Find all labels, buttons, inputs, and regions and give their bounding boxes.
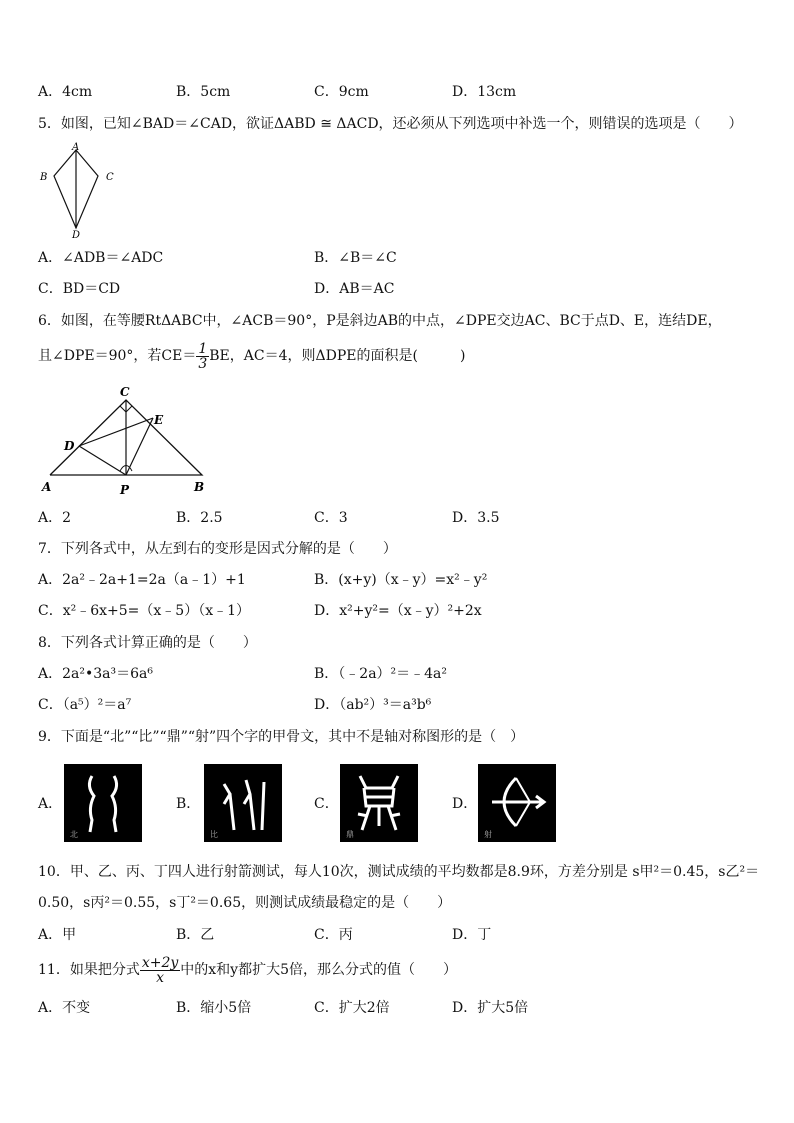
q5-label-b: B: [40, 172, 48, 183]
q5-option-a: A．∠ADB＝∠ADC: [38, 250, 164, 266]
q8-option-b: B．（﹣2a）²＝﹣4a²: [314, 666, 448, 682]
q8-option-c: C．（a⁵）²＝a⁷: [38, 697, 132, 713]
q9-caption-she: 射: [484, 830, 492, 839]
q9-glyph-she-image: [478, 764, 556, 842]
q4-option-c: C．9cm: [314, 84, 369, 100]
q4-option-a: A．4cm: [38, 84, 93, 100]
q11-option-d: D．扩大5倍: [452, 1000, 529, 1016]
q11-option-b: B．缩小5倍: [176, 1000, 252, 1016]
q6-label-a: A: [42, 480, 52, 494]
q11-option-a: A．不变: [38, 1000, 91, 1016]
q6-label-c: C: [120, 385, 130, 399]
q7-stem: 7．下列各式中，从左到右的变形是因式分解的是（ ）: [38, 541, 397, 557]
q5-option-b: B．∠B＝∠C: [314, 250, 397, 266]
q5-label-d: D: [72, 230, 81, 240]
q9-option-b-letter: B．: [176, 796, 201, 812]
q5-figure: [36, 140, 126, 240]
q10-line-1: 10．甲、乙、丙、丁四人进行射箭测试，每人10次，测试成绩的平均数都是8.9环，方差分别是 s甲²＝0.45，s乙²＝: [38, 864, 760, 880]
q6-option-a: A．2: [38, 510, 72, 526]
q6-option-b: B．2.5: [176, 510, 223, 526]
q6-line-1: 6．如图，在等腰RtΔABC中，∠ACB＝90°，P是斜边AB的中点，∠DPE交边AC、BC于点D、E，连结DE，: [38, 313, 722, 329]
q8-option-a: A．2a²•3a³＝6a⁶: [38, 666, 153, 682]
q11-fraction-num: x+2y: [141, 954, 179, 971]
q7-option-b: B．(x+y)（x﹣y）=x²﹣y²: [314, 572, 488, 588]
q9-option-d-letter: D．: [452, 796, 478, 812]
q9-option-a-letter: A．: [38, 796, 63, 812]
q9-caption-bi: 比: [210, 830, 218, 839]
q11-stem: [38, 952, 457, 988]
q10-option-a: A．甲: [38, 927, 77, 943]
q5-label-c: C: [106, 172, 114, 183]
q10-option-d: D．丁: [452, 927, 492, 943]
q6-line-2-post: BE，AC＝4，则ΔDPE的面积是( ): [209, 348, 466, 364]
q6-label-d: D: [64, 439, 75, 453]
q6-line-2-pre: 且∠DPE＝90°，若CE＝: [38, 348, 197, 364]
q4-option-d: D．13cm: [452, 84, 517, 100]
q6-label-p: P: [120, 483, 130, 497]
q9-glyph-bi-image: [204, 764, 282, 842]
q6-line-2: [38, 338, 465, 374]
q10-line-2: 0.50，s丙²＝0.55，s丁²＝0.65，则测试成绩最稳定的是（ ）: [38, 895, 452, 911]
q10-option-c: C．丙: [314, 927, 353, 943]
q6-fraction-den: 3: [198, 355, 208, 372]
q11-stem-pre: 11．如果把分式: [38, 962, 140, 978]
q7-option-d: D．x²+y²=（x﹣y）²+2x: [314, 603, 482, 619]
q11-fraction: [140, 956, 180, 985]
q10-option-b: B．乙: [176, 927, 215, 943]
q9-glyph-ding-image: [340, 764, 418, 842]
q5-stem: 5．如图，已知∠BAD＝∠CAD，欲证ΔABD ≅ ΔACD，还必须从下列选项中补选一个，则错误的选项是（ ）: [38, 116, 743, 132]
q9-caption-ding: 鼎: [346, 830, 354, 839]
q8-option-d: D．（ab²）³＝a³b⁶: [314, 697, 432, 713]
q9-glyph-bei-image: [64, 764, 142, 842]
q7-option-a: A．2a²﹣2a+1=2a（a﹣1）+1: [38, 572, 246, 588]
q7-option-c: C．x²﹣6x+5=（x﹣5）（x﹣1）: [38, 603, 250, 619]
q11-fraction-den: x: [156, 969, 164, 986]
q9-stem: 9．下面是“北”“比”“鼎”“射”四个字的甲骨文，其中不是轴对称图形的是（ ）: [38, 729, 525, 745]
q9-caption-bei: 北: [70, 830, 78, 839]
q9-option-c-letter: C．: [314, 796, 339, 812]
q6-option-d: D．3.5: [452, 510, 500, 526]
q6-label-b: B: [194, 480, 205, 494]
q11-stem-post: 中的x和y都扩大5倍，那么分式的值（ ）: [180, 962, 457, 978]
q5-option-c: C．BD＝CD: [38, 281, 121, 297]
q5-label-a: A: [72, 142, 80, 153]
q6-figure: [36, 380, 216, 500]
q4-option-b: B．5cm: [176, 84, 231, 100]
q6-fraction: [196, 342, 209, 371]
q11-option-c: C．扩大2倍: [314, 1000, 390, 1016]
q6-fraction-num: 1: [198, 340, 208, 357]
q6-option-c: C．3: [314, 510, 348, 526]
q8-stem: 8．下列各式计算正确的是（ ）: [38, 635, 257, 651]
q5-option-d: D．AB＝AC: [314, 281, 395, 297]
q6-label-e: E: [154, 413, 164, 427]
